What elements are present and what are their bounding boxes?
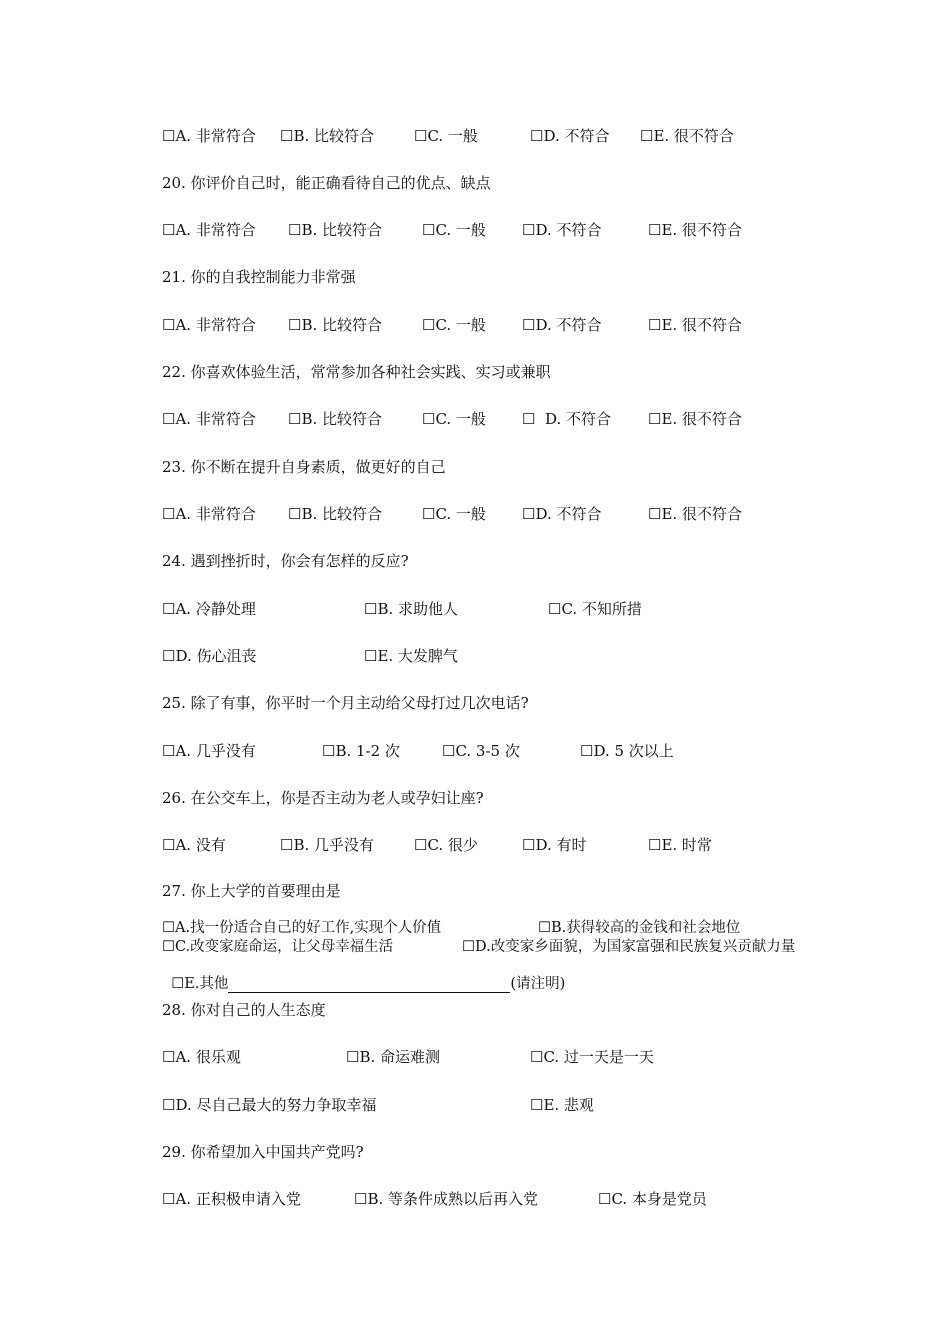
q24-option-a[interactable]: ☐A. 冷静处理	[162, 600, 256, 618]
q23-option-d[interactable]: ☐D. 不符合	[522, 505, 602, 523]
q26-option-d[interactable]: ☐D. 有时	[522, 836, 587, 854]
q20-option-d[interactable]: ☐D. 不符合	[522, 221, 602, 239]
q27-option-e[interactable]: ☐E.其他	[171, 976, 229, 992]
q20-option-b[interactable]: ☐B. 比较符合	[288, 221, 383, 239]
q21-option-c[interactable]: ☐C. 一般	[422, 316, 486, 334]
q28-option-a[interactable]: ☐A. 很乐观	[162, 1048, 241, 1066]
q28-option-c[interactable]: ☐C. 过一天是一天	[530, 1048, 654, 1066]
q22-question: 22. 你喜欢体验生活，常常参加各种社会实践、实习或兼职	[162, 363, 551, 381]
q22-option-e[interactable]: ☐E. 很不符合	[648, 410, 742, 428]
q26-option-b[interactable]: ☐B. 几乎没有	[280, 836, 375, 854]
q23-option-b[interactable]: ☐B. 比较符合	[288, 505, 383, 523]
q27-option-e-row	[162, 957, 565, 993]
q19-option-b[interactable]: ☐B. 比较符合	[280, 127, 375, 145]
q24-question: 24. 遇到挫折时，你会有怎样的反应?	[162, 552, 409, 570]
q22-option-c[interactable]: ☐C. 一般	[422, 410, 486, 428]
q21-option-e[interactable]: ☐E. 很不符合	[648, 316, 742, 334]
q23-question: 23. 你不断在提升自身素质，做更好的自己	[162, 458, 446, 476]
q26-option-a[interactable]: ☐A. 没有	[162, 836, 226, 854]
q20-option-e[interactable]: ☐E. 很不符合	[648, 221, 742, 239]
q29-option-b[interactable]: ☐B. 等条件成熟以后再入党	[354, 1190, 539, 1208]
q25-question: 25. 除了有事，你平时一个月主动给父母打过几次电话?	[162, 694, 529, 712]
q23-option-a[interactable]: ☐A. 非常符合	[162, 505, 256, 523]
q21-option-a[interactable]: ☐A. 非常符合	[162, 316, 256, 334]
q28-option-e[interactable]: ☐E. 悲观	[530, 1096, 594, 1114]
q21-option-b[interactable]: ☐B. 比较符合	[288, 316, 383, 334]
q26-option-e[interactable]: ☐E. 时常	[648, 836, 712, 854]
q27-option-a[interactable]: ☐A.找一份适合自己的好工作,实现个人价值	[162, 920, 442, 936]
q27-other-input[interactable]	[228, 978, 510, 993]
q28-option-d[interactable]: ☐D. 尽自己最大的努力争取幸福	[162, 1096, 377, 1114]
q29-question: 29. 你希望加入中国共产党吗?	[162, 1143, 364, 1161]
q29-option-c[interactable]: ☐C. 本身是党员	[598, 1190, 707, 1208]
q19-option-e[interactable]: ☐E. 很不符合	[640, 127, 734, 145]
q24-option-d[interactable]: ☐D. 伤心沮丧	[162, 647, 257, 665]
q28-question: 28. 你对自己的人生态度	[162, 1001, 326, 1019]
q25-option-d[interactable]: ☐D. 5 次以上	[580, 742, 674, 760]
q19-option-d[interactable]: ☐D. 不符合	[530, 127, 610, 145]
q21-question: 21. 你的自我控制能力非常强	[162, 268, 356, 286]
q20-option-c[interactable]: ☐C. 一般	[422, 221, 486, 239]
q24-option-c[interactable]: ☐C. 不知所措	[548, 600, 642, 618]
q22-option-a[interactable]: ☐A. 非常符合	[162, 410, 256, 428]
q29-option-a[interactable]: ☐A. 正积极申请入党	[162, 1190, 301, 1208]
q23-option-e[interactable]: ☐E. 很不符合	[648, 505, 742, 523]
q19-option-c[interactable]: ☐C. 一般	[414, 127, 478, 145]
q20-question: 20. 你评价自己时，能正确看待自己的优点、缺点	[162, 174, 491, 192]
q24-option-b[interactable]: ☐B. 求助他人	[364, 600, 459, 618]
q22-option-b[interactable]: ☐B. 比较符合	[288, 410, 383, 428]
q22-option-d[interactable]: ☐ D. 不符合	[522, 410, 612, 428]
q19-option-a[interactable]: ☐A. 非常符合	[162, 127, 256, 145]
q25-option-b[interactable]: ☐B. 1-2 次	[322, 742, 400, 760]
q24-option-e[interactable]: ☐E. 大发脾气	[364, 647, 458, 665]
q28-option-b[interactable]: ☐B. 命运难测	[346, 1048, 441, 1066]
q26-option-c[interactable]: ☐C. 很少	[414, 836, 478, 854]
q27-option-c[interactable]: ☐C.改变家庭命运，让父母幸福生活	[162, 939, 394, 955]
q21-option-d[interactable]: ☐D. 不符合	[522, 316, 602, 334]
q20-option-a[interactable]: ☐A. 非常符合	[162, 221, 256, 239]
q23-option-c[interactable]: ☐C. 一般	[422, 505, 486, 523]
q27-option-d[interactable]: ☐D.改变家乡面貌，为国家富强和民族复兴贡献力量	[462, 939, 796, 955]
q25-option-a[interactable]: ☐A. 几乎没有	[162, 742, 256, 760]
q25-option-c[interactable]: ☐C. 3-5 次	[442, 742, 520, 760]
q26-question: 26. 在公交车上，你是否主动为老人或孕妇让座?	[162, 789, 484, 807]
q27-question: 27. 你上大学的首要理由是	[162, 882, 341, 900]
q27-option-b[interactable]: ☐B.获得较高的金钱和社会地位	[538, 920, 741, 936]
q27-other-note: (请注明)	[510, 976, 566, 992]
